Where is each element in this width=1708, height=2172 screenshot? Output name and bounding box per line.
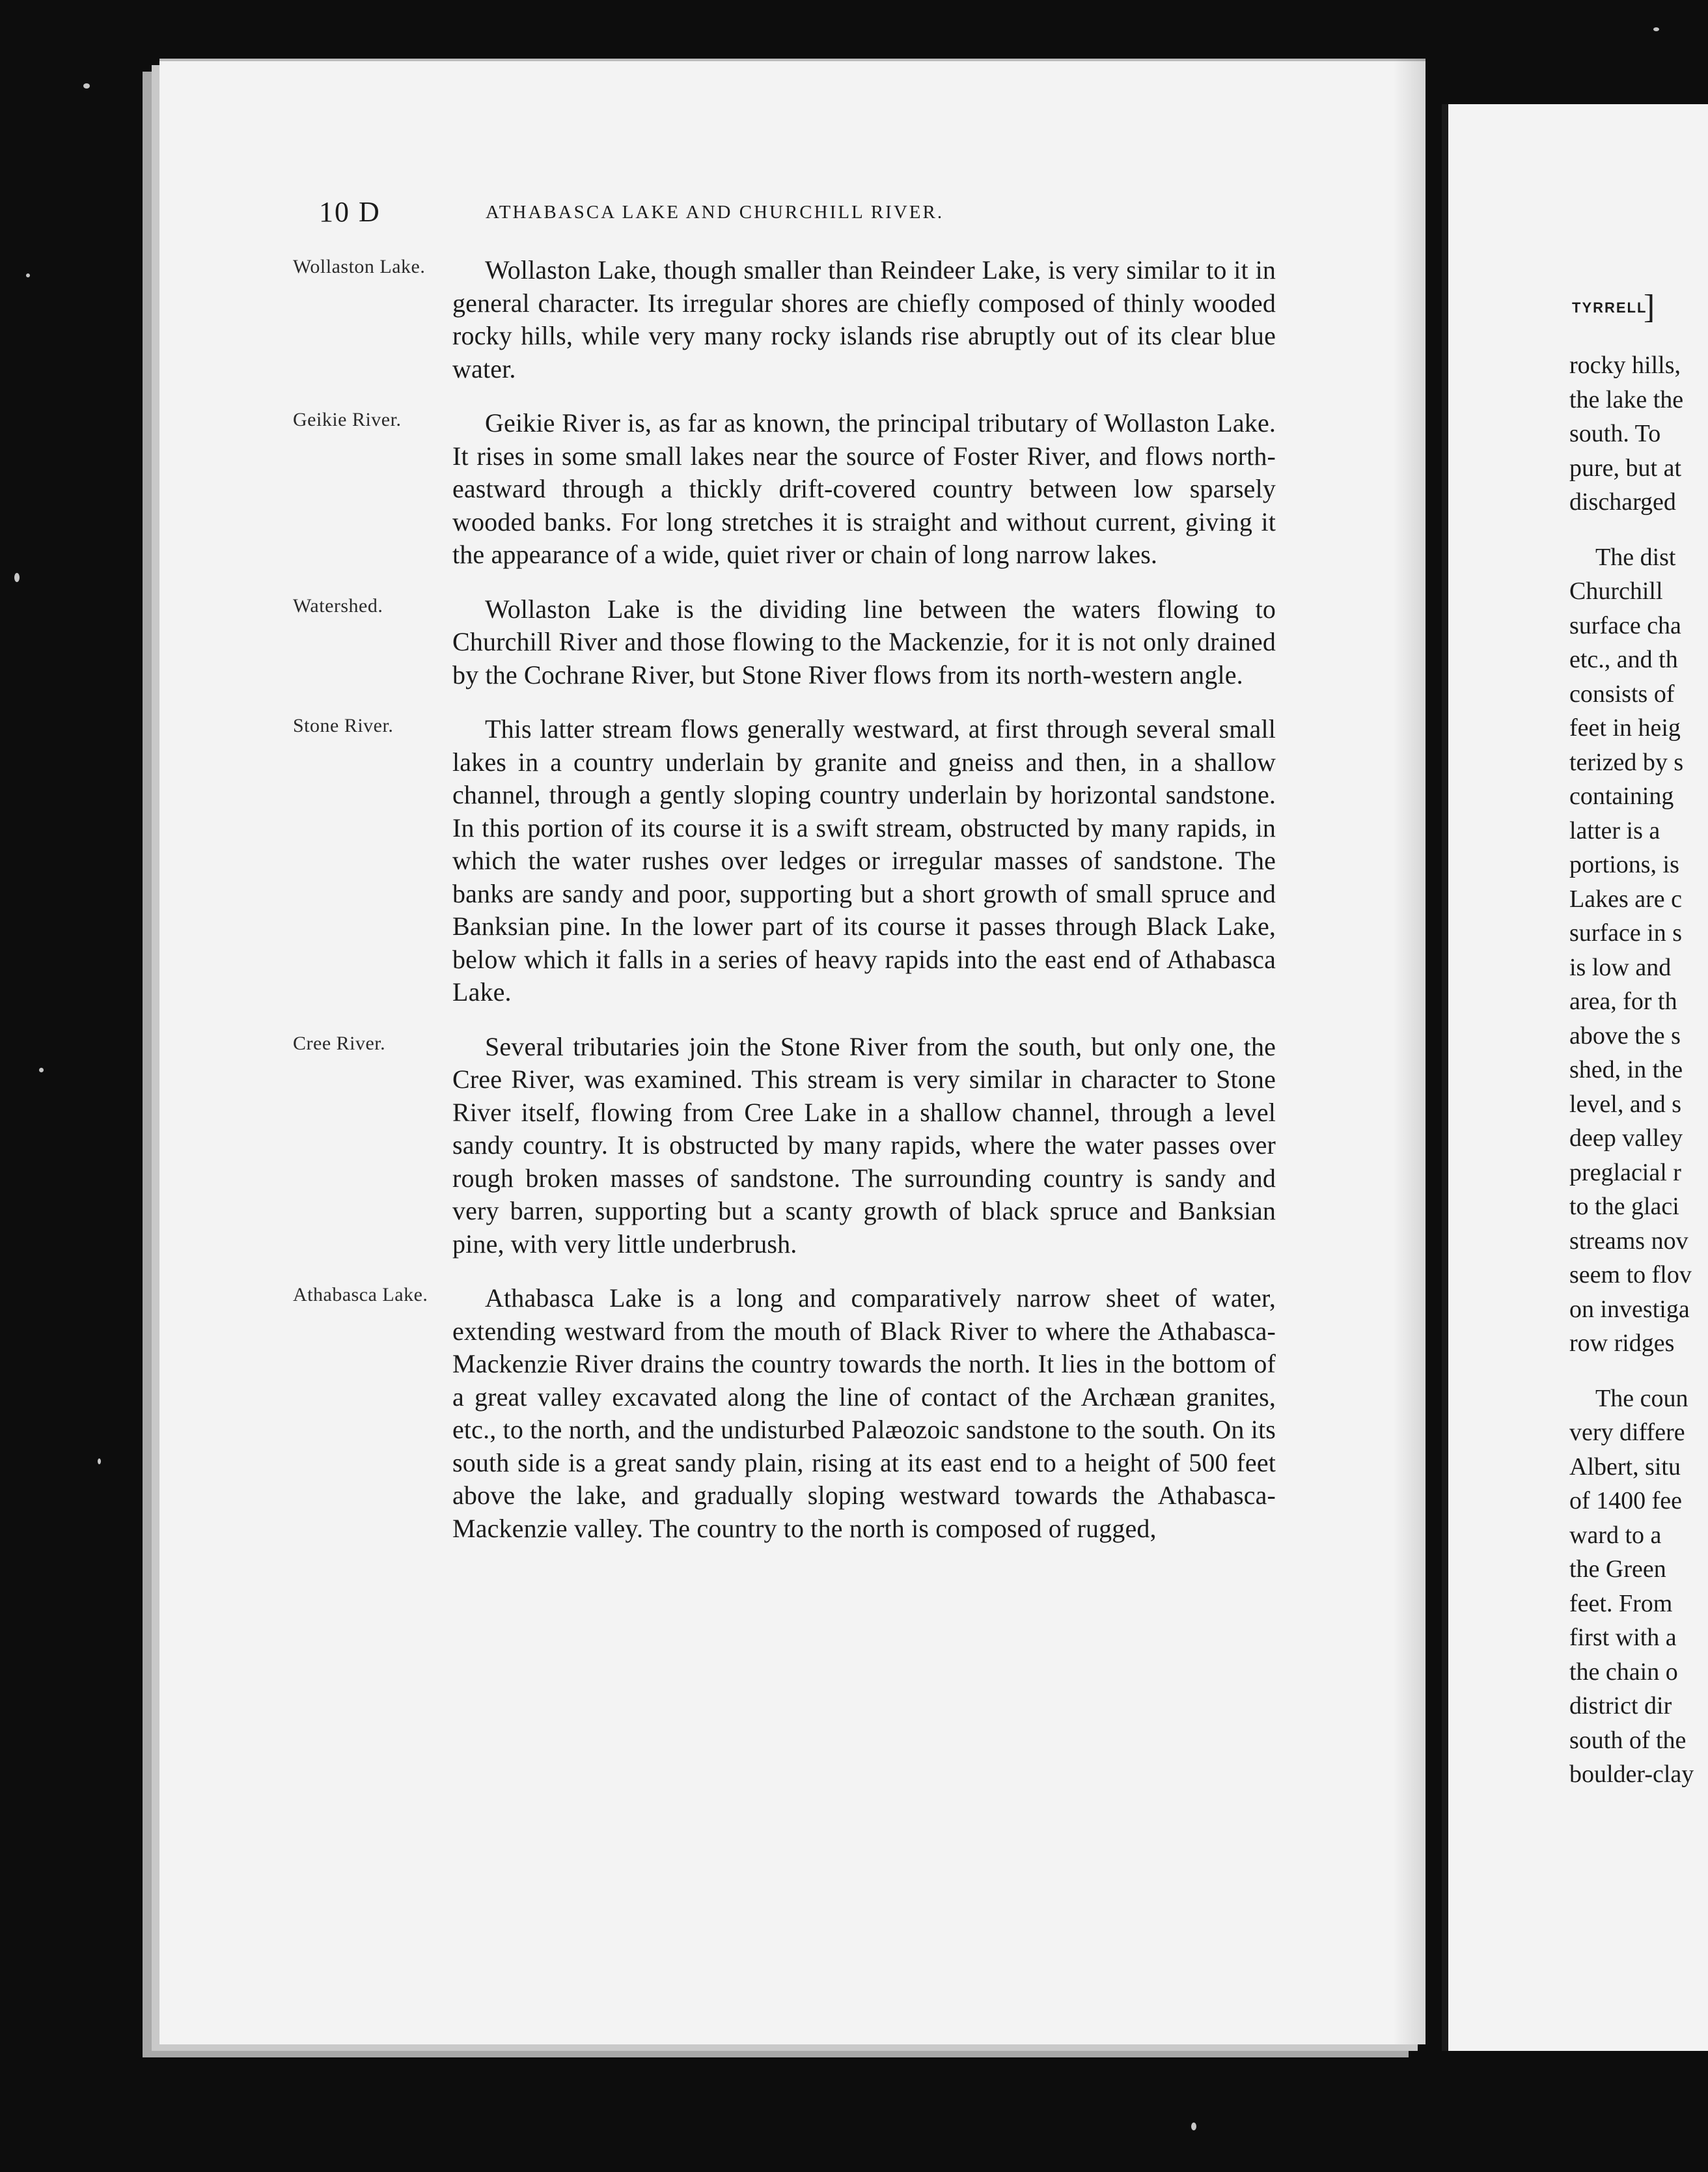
- side-note: Athabasca Lake.: [293, 1284, 428, 1305]
- page-number: 10 D: [319, 196, 381, 228]
- scan-speck: [98, 1458, 101, 1464]
- scan-speck: [14, 573, 20, 582]
- text-line: The dist: [1595, 543, 1676, 571]
- side-note: Stone River.: [293, 715, 394, 736]
- paragraph: Wollaston Lake is the dividing line between the waters flowing to Churchill River and those flowing to the Mackenzie, for it is not only drained by the Cochrane River, but Stone River flows from its north-western angle.: [452, 594, 1276, 689]
- text-line: Lakes are c: [1569, 885, 1682, 913]
- text-line: Churchill: [1569, 578, 1663, 605]
- paragraph: Wollaston Lake, though smaller than Reindeer Lake, is very similar to it in general character. Its irregular shores are chiefly composed of thinly wooded rocky hills, while very many rocky islands rise abruptly out of its clear blue water.: [452, 255, 1276, 383]
- paragraph: Geikie River is, as far as known, the principal tributary of Wollaston Lake. It rises in some small lakes near the source of Foster River, and flows north-eastward through a thickly drift-covered country between low sparsely wooded banks. For long stretches it is straight and without current, giving it the appearance of a wide, quiet river or chain of long narrow lakes.: [452, 408, 1276, 569]
- paragraph: Several tributaries join the Stone River from the south, but only one, the Cree River, was examined. This stream is very similar in character to Stone River itself, flowing from Cree Lake in a shallow channel, through a level sandy country. It is obstructed by many rapids, where the water passes over rough broken masses of sandstone. The surrounding country is sandy and very barren, supporting but a scanty growth of black spruce and Banksian pine, with very little underbrush.: [452, 1031, 1276, 1259]
- text-line: latter is a: [1569, 816, 1660, 844]
- text-line: district dir: [1569, 1692, 1672, 1719]
- text-line: shed, in the: [1569, 1056, 1683, 1083]
- text-line: The coun: [1595, 1384, 1688, 1412]
- paragraph: Athabasca Lake is a long and comparatively narrow sheet of water, extending westward from the mouth of Black River to where the Athabasca-Mackenzie River drains the country towards the north. It lies in the bottom of a great valley excavated along the line of contact of the Archæan granites, etc., to the north, and the undisturbed Palæozoic sandstone to the south. On its south side is a great sandy plain, rising at its east end to a height of 500 feet above the lake, and gradually sloping westward towards the Athabasca-Mackenzie valley. The country to the north is composed of rugged,: [452, 1283, 1276, 1543]
- side-note: Wollaston Lake.: [293, 256, 426, 277]
- text-line: area, for th: [1569, 988, 1677, 1015]
- text-line: discharged: [1569, 488, 1676, 516]
- text-line: feet. From: [1569, 1589, 1673, 1617]
- scan-speck: [26, 273, 30, 277]
- text-line: the Green: [1569, 1555, 1666, 1583]
- right-page: [1442, 104, 1708, 2051]
- text-line: boulder-clay: [1569, 1761, 1694, 1788]
- text-line: deep valley: [1569, 1124, 1683, 1152]
- side-note: Cree River.: [293, 1032, 386, 1054]
- text-line: the lake the: [1569, 385, 1684, 413]
- text-line: first with a: [1569, 1624, 1677, 1651]
- text-line: feet in heig: [1569, 714, 1681, 742]
- scan-speck: [1653, 27, 1659, 31]
- section-stone-river: [293, 713, 1308, 1009]
- text-line: containing: [1569, 783, 1674, 810]
- section-wollaston-lake: [293, 254, 1308, 385]
- section-geikie-river: [293, 407, 1308, 572]
- text-line: preglacial r: [1569, 1158, 1681, 1186]
- scan-speck: [39, 1068, 44, 1072]
- running-head: [319, 195, 1165, 234]
- right-page-header: TYRRELL: [1572, 299, 1647, 316]
- text-line: seem to flov: [1569, 1261, 1692, 1288]
- text-line: terized by s: [1569, 748, 1684, 776]
- text-line: the chain o: [1569, 1658, 1678, 1686]
- page-header-title: ATHABASCA LAKE AND CHURCHILL RIVER.: [486, 202, 944, 223]
- side-note: Geikie River.: [293, 409, 402, 430]
- text-line: above the s: [1569, 1022, 1681, 1050]
- text-line: surface in s: [1569, 919, 1683, 947]
- text-line: on investiga: [1569, 1295, 1690, 1323]
- text-line: surface cha: [1569, 611, 1681, 639]
- text-line: etc., and th: [1569, 646, 1678, 673]
- text-line: consists of: [1569, 680, 1675, 708]
- text-line: rocky hills,: [1569, 352, 1681, 379]
- text-line: very differe: [1569, 1419, 1685, 1446]
- text-line: Albert, situ: [1569, 1453, 1681, 1481]
- text-line: streams nov: [1569, 1227, 1688, 1255]
- paragraph: This latter stream flows generally westward, at first through several small lakes in a country underlain by granite and gneiss and then, in a shallow channel, through a gently sloping country underlain by horizontal sandstone. In this portion of its course it is a swift stream, obstructed by many rapids, in which the water rushes over ledges or irregular masses of sandstone. The banks are sandy and poor, supporting but a short growth of small spruce and Banksian pine. In the lower part of its course it passes through Black Lake, below which it falls in a series of heavy rapids into the east end of Athabasca Lake.: [452, 714, 1276, 1007]
- side-note: Watershed.: [293, 594, 383, 617]
- section-watershed: [293, 593, 1308, 692]
- text-line: south. To: [1569, 420, 1661, 447]
- text-line: pure, but at: [1569, 454, 1682, 482]
- text-line: level, and s: [1569, 1090, 1682, 1118]
- text-line: is low and: [1569, 953, 1672, 981]
- scan-speck: [1191, 2123, 1196, 2130]
- text-line: of 1400 fee: [1569, 1487, 1683, 1514]
- right-page-text: [1569, 348, 1694, 1792]
- text-line: portions, is: [1569, 851, 1679, 878]
- right-page-bracket: ]: [1644, 288, 1655, 326]
- section-athabasca-lake: [293, 1282, 1308, 1545]
- text-column: [293, 254, 1308, 1566]
- scan-speck: [83, 83, 90, 89]
- text-line: row ridges: [1569, 1330, 1675, 1357]
- text-line: to the glaci: [1569, 1193, 1679, 1220]
- text-line: south of the: [1569, 1726, 1687, 1754]
- text-line: ward to a: [1569, 1521, 1662, 1549]
- section-cree-river: [293, 1031, 1308, 1261]
